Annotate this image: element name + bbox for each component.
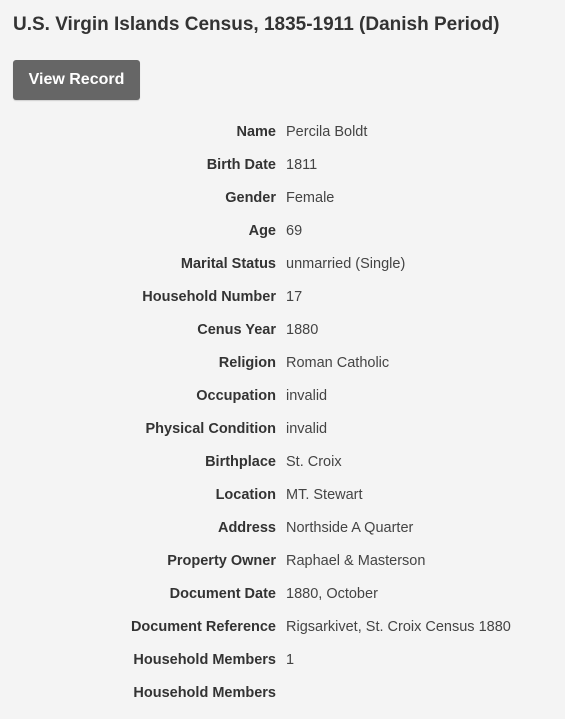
field-row-birth-date: [0, 148, 565, 181]
view-record-button[interactable]: View Record: [13, 60, 140, 100]
field-value: 1811: [286, 156, 318, 173]
field-value: 1: [286, 651, 295, 668]
field-label: Birth Date: [206, 156, 276, 173]
field-value: St. Croix: [286, 453, 342, 470]
field-value: invalid: [286, 387, 328, 404]
field-value: unmarried (Single): [286, 255, 406, 272]
field-value: MT. Stewart: [286, 486, 363, 503]
field-row-census-year: [0, 313, 565, 346]
field-label: Document Reference: [130, 618, 276, 635]
field-value: 1880: [286, 321, 319, 338]
field-label: Age: [248, 222, 276, 239]
field-row-physical-condition: [0, 412, 565, 445]
field-row-household-members: [0, 643, 565, 676]
field-value: 17: [286, 288, 303, 305]
field-label: Physical Condition: [145, 420, 276, 437]
field-value: Female: [286, 189, 335, 206]
field-label: Birthplace: [205, 453, 276, 470]
field-label: Marital Status: [180, 255, 276, 272]
field-row-address: [0, 511, 565, 544]
record-fields: [0, 115, 565, 709]
field-row-age: [0, 214, 565, 247]
field-value: Percila Boldt: [286, 123, 368, 140]
field-label: Address: [217, 519, 276, 536]
field-value: Roman Catholic: [286, 354, 390, 371]
field-label: Household Members: [133, 651, 276, 668]
field-label: Household Number: [142, 288, 276, 305]
field-row-location: [0, 478, 565, 511]
field-row-religion: [0, 346, 565, 379]
field-row-household-members-2: [0, 676, 565, 709]
field-row-marital-status: [0, 247, 565, 280]
field-label: Occupation: [196, 387, 276, 404]
field-value: 69: [286, 222, 303, 239]
field-row-household-number: [0, 280, 565, 313]
field-row-property-owner: [0, 544, 565, 577]
field-label: Location: [215, 486, 276, 503]
field-row-name: [0, 115, 565, 148]
field-label: Gender: [225, 189, 276, 206]
field-label: Religion: [218, 354, 276, 371]
field-value: invalid: [286, 420, 328, 437]
field-label: Cenus Year: [197, 321, 276, 338]
field-value: Raphael & Masterson: [286, 552, 426, 569]
field-value: 1880, October: [286, 585, 378, 602]
field-row-gender: [0, 181, 565, 214]
field-row-birthplace: [0, 445, 565, 478]
field-value: Northside A Quarter: [286, 519, 414, 536]
field-value: Rigsarkivet, St. Croix Census 1880: [286, 618, 511, 635]
field-label: Household Members: [133, 684, 276, 701]
field-label: Name: [236, 123, 276, 140]
field-label: Document Date: [169, 585, 276, 602]
field-label: Property Owner: [167, 552, 276, 569]
field-row-document-reference: [0, 610, 565, 643]
page-title: U.S. Virgin Islands Census, 1835-1911 (Danish Period): [13, 14, 500, 35]
field-row-occupation: [0, 379, 565, 412]
field-row-document-date: [0, 577, 565, 610]
